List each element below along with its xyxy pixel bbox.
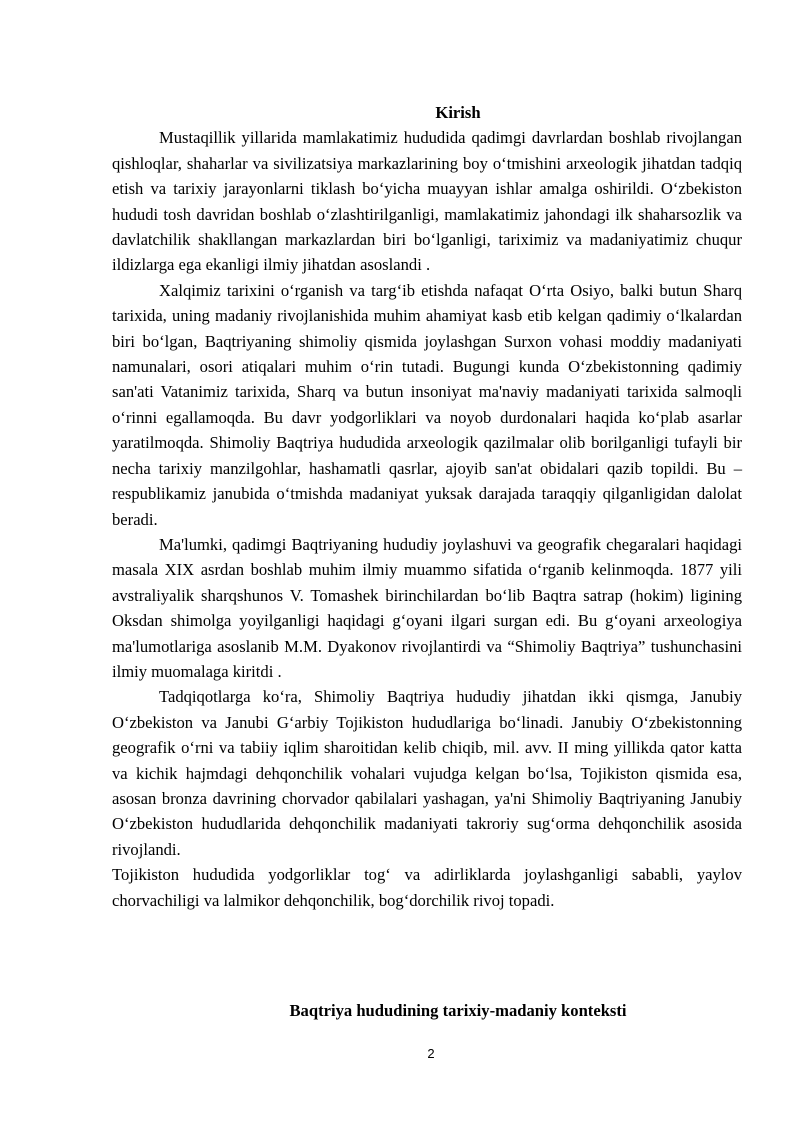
paragraph-1: Mustaqillik yillarida mamlakatimiz hududida qadimgi davrlardan boshlab rivojlangan qishloqlar, shaharlar va sivilizatsiya markazlarining boy o‘tmishini arxeologik jihatdan tadqiq etish va tarixiy jarayonlarni tiklash bo‘yicha muayyan ishlar amalga oshirildi. O‘zbekiston hududi tosh davridan boshlab o‘zlashtirilganligi, mamlakatimiz jahondagi ilk shaharsozlik va davlatchilik shakllangan markazlardan biri bo‘lganligi, tariximiz va madaniyatimiz chuqur ildizlarga ega ekanligi ilmiy jihatdan asoslandi . (112, 128, 742, 275)
page-heading: Kirish (435, 103, 481, 122)
document-page (112, 100, 742, 913)
page-number: 2 (427, 1046, 435, 1061)
paragraph-5: Tojikiston hududida yodgorliklar tog‘ va adirliklarda joylashganligi sababli, yaylov chorvachiligi va lalmikor dehqonchilik, bog‘dorchilik rivoj topadi. (112, 865, 742, 910)
section-title: Baqtriya hududining tarixiy-madaniy konteksti (289, 1001, 627, 1020)
paragraph-3: Ma'lumki, qadimgi Baqtriyaning hududiy joylashuvi va geografik chegaralari haqidagi masala XIX asrdan boshlab muhim ilmiy muammo sifatida o‘rganib kelinmoqda. 1877 yili avstraliyalik sharqshunos V. Tomashek birinchilardan bo‘lib Baqtra satrap (hokim) ligining Oksdan shimolga yoyilganligi haqidagi g‘oyani ilgari surgan edi. Bu g‘oyani arxeologiya ma'lumotlariga asoslanib M.M. Dyakonov rivojlantirdi va “Shimoliy Baqtriya” tushunchasini ilmiy muomalaga kiritdi . (112, 534, 742, 681)
paragraph-2: Xalqimiz tarixini o‘rganish va targ‘ib etishda nafaqat O‘rta Osiyo, balki butun Sharq tarixida, uning madaniy rivojlanishida muhim ahamiyat kasb etib kelgan qadimiy o‘lkalardan biri bo‘lgan, Baqtriyaning shimoliy qismida joylashgan Surxon vohasi moddiy madaniyati namunalari, osori atiqalari muhim o‘rin tutadi. Bugungi kunda O‘zbekistonning qadimiy san'ati Vatanimiz tarixida, Sharq va butun insoniyat ma'naviy madaniyati tarixida salmoqli o‘rinni egallamoqda. Bu davr yodgorliklari va noyob durdonalari haqida ko‘plab asarlar yaratilmoqda. Shimoliy Baqtriya hududida arxeologik qazilmalar olib borilganligi tufayli bir necha tarixiy manzilgohlar, hashamatli qasrlar, ajoyib san'at obidalari qazib topildi. Bu – respublikamiz janubida o‘tmishda madaniyat yuksak darajada taraqqiy qilganligidan dalolat beradi. (112, 280, 742, 529)
paragraph-4: Tadqiqotlarga ko‘ra, Shimoliy Baqtriya hududiy jihatdan ikki qismga, Janubiy O‘zbekiston va Janubi G‘arbiy Tojikiston hududlariga bo‘linadi. Janubiy O‘zbekistonning geografik o‘rni va tabiiy iqlim sharoitidan kelib chiqib, mil. avv. II ming yillikda qator katta va kichik hajmdagi dehqonchilik vohalari vujudga kelgan bo‘lsa, Tojikiston qismida esa, asosan bronza davrining chorvador qabilalari yashagan, ya'ni Shimoliy Baqtriyaning Janubiy O‘zbekiston hududlarida dehqonchilik madaniyati takroriy sug‘orma dehqonchilik asosida rivojlandi. (112, 687, 742, 859)
